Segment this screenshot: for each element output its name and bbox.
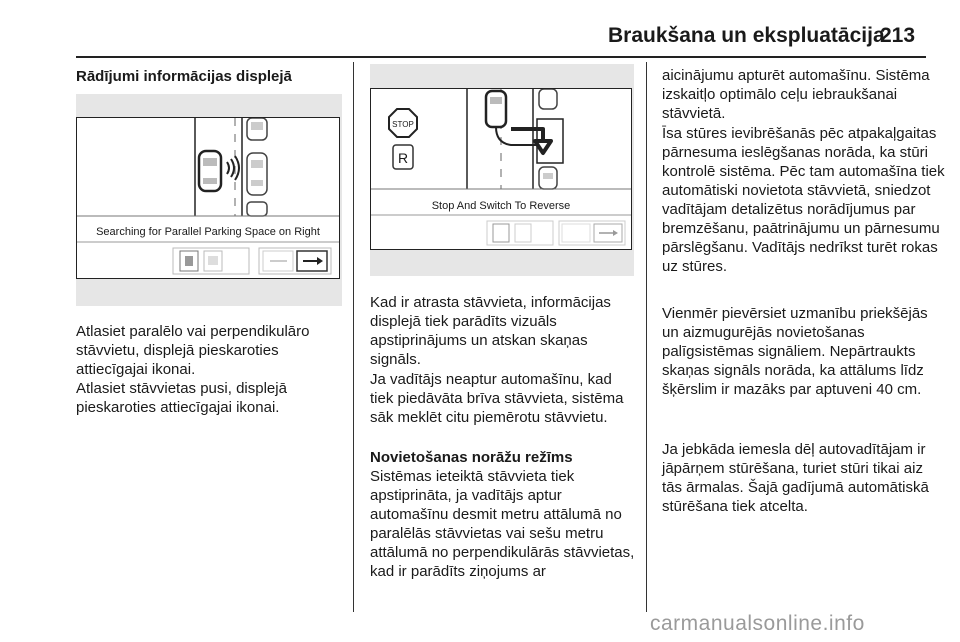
parking-mode-selector[interactable]: [173, 248, 249, 274]
column-divider-left: [353, 62, 354, 612]
figure-2-caption: Stop And Switch To Reverse: [431, 200, 571, 212]
own-car-icon: [199, 151, 221, 191]
left-side-icon[interactable]: [263, 251, 293, 271]
watermark: carmanualsonline.info: [650, 612, 865, 635]
figure-2-display: [370, 88, 632, 250]
paragraph: Atlasiet paralēlo vai perpendikulāro stāvvietu, displejā pieskaroties attiecīgajai ikonai.: [76, 323, 310, 378]
figure-1-display: [76, 117, 340, 279]
parking-mode-selector[interactable]: [487, 221, 553, 245]
left-side-icon[interactable]: [562, 224, 590, 242]
page-number: 213: [880, 24, 916, 47]
parked-car-icon: [247, 118, 267, 140]
paragraph: Vienmēr pievērsiet uzmanību priekšējās un aizmugurējās novietošanas palīgsistēmas signāliem. Nepārtraukts skaņas signāls norāda, ka attālums līdz šķērslim ir mazāks par aptuveni 40 cm.: [662, 305, 928, 398]
paragraph-body: Sistēmas ieteiktā stāvvieta tiek apstiprināta, ja vadītājs aptur automašīnu desmit metru attālumā no paralēlās stāvvietas vai sešu metru attālumā no perpendikulārās stāvvietas, kad ir parādīts ziņojums ar: [370, 468, 635, 580]
paragraph: Ja vadītājs neaptur automašīnu, kad tiek piedāvāta brīva stāvvieta, sistēma sāk meklēt citu piemērotu stāvvietu.: [370, 371, 624, 426]
chapter-title: Braukšana un ekspluatācija: [608, 24, 885, 47]
right-side-icon[interactable]: [594, 224, 622, 242]
paragraph: Īsa stūres ievibrēšanās pēc atpakaļgaitas pārnesuma ieslēgšanas norāda, ka stūri kontrolē sistēma. Pēc tam automašīna tiek automātiski novietota stāvvietā, sniedzot vadītājam detalizētus norādījumus par bremzēšanu, paātrinājumu un pārnesumu pārslēgšanu. Vadītājs nedrīkst turēt rokas uz stūres.: [662, 125, 945, 275]
figure-1-caption: Searching for Parallel Parking Space on Right: [96, 226, 320, 238]
paragraph: Atlasiet stāvvietas pusi, displejā pieskaroties attiecīgajai ikonai.: [76, 380, 287, 416]
subsection-heading: Novietošanas norāžu režīms: [370, 449, 573, 466]
paragraph: aicinājumu apturēt automašīnu. Sistēma izskaitļo optimālo ceļu iebraukšanai stāvvietā.: [662, 67, 930, 122]
column-divider-right: [646, 62, 647, 612]
page-header: [0, 0, 960, 56]
stop-sign-icon: [389, 109, 417, 137]
reverse-arrow-icon: [511, 119, 563, 163]
figure-2-illustration: [371, 89, 631, 249]
perpendicular-parking-icon[interactable]: [515, 224, 531, 242]
own-car-icon: [486, 91, 506, 127]
figure-1-illustration: [77, 118, 339, 278]
paragraph: Kad ir atrasta stāvvieta, informācijas displejā tiek parādīts vizuāls apstiprinājums un atskan skaņas signāls.: [370, 294, 611, 368]
section-title: Rādījumi informācijas displejā: [76, 68, 292, 85]
parking-side-selector[interactable]: [559, 221, 625, 245]
paragraph: Ja jebkāda iemesla dēļ autovadītājam ir jāpārņem stūrēšana, turiet stūri tikai aiz tās ārmalas. Šajā gadījumā automātiskā stūrēšana tiek atcelta.: [662, 441, 929, 515]
parked-car-icon: [247, 153, 267, 195]
paragraph: [370, 448, 638, 581]
parked-car-icon: [539, 167, 557, 189]
sensor-wave-icon: [227, 156, 239, 180]
reverse-gear-icon: [393, 145, 413, 169]
right-side-icon[interactable]: [297, 251, 327, 271]
parking-side-selector[interactable]: [259, 248, 331, 274]
parallel-parking-icon[interactable]: [493, 224, 509, 242]
stop-sign-text: STOP: [392, 120, 414, 129]
parked-car-icon: [247, 202, 267, 216]
parked-car-icon: [539, 89, 557, 109]
header-rule: [76, 56, 926, 58]
gear-text: R: [397, 150, 409, 166]
